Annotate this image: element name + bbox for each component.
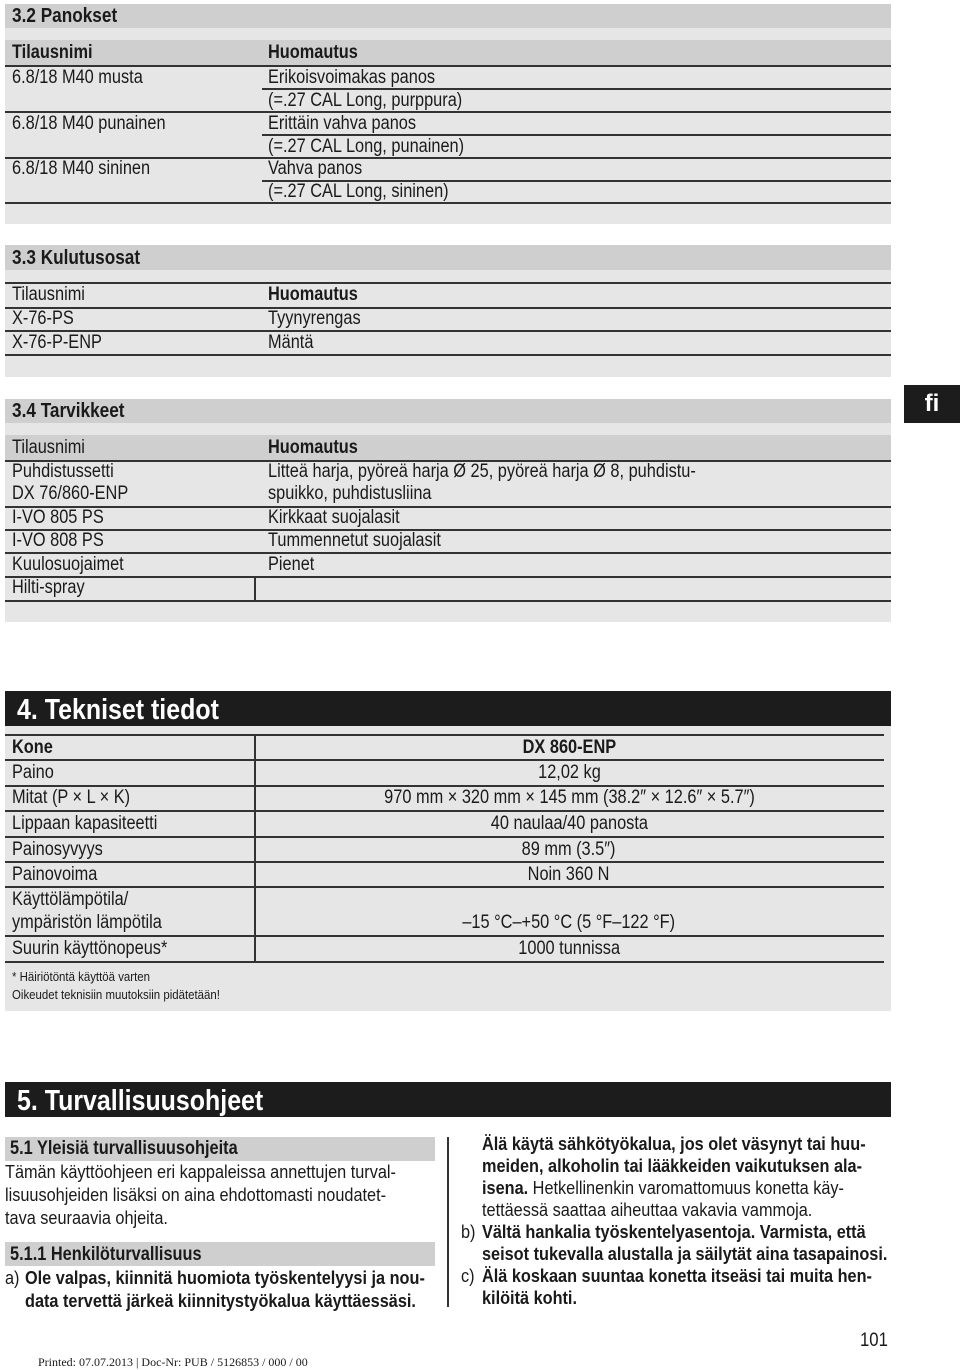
s34-row-name: Puhdistussetti — [12, 461, 114, 482]
s5-right-line: tettäessä saattaa aiheuttaa vakavia vammoja. — [482, 1199, 813, 1220]
spec-value-text: 40 naulaa/40 panosta — [490, 813, 648, 834]
s5-b-line: Vältä hankalia työskentelyasentoja. Varmista, että — [482, 1221, 866, 1242]
s4-rule — [5, 836, 884, 838]
spec-label: Painosyvyys — [12, 839, 103, 860]
s34-row-name: Hilti-spray — [12, 577, 85, 598]
s5-b-marker: b) — [461, 1221, 476, 1242]
s5-right-line — [482, 1177, 844, 1199]
s32-row-note: (=.27 CAL Long, purppura) — [268, 90, 463, 111]
s34-row-note: spuikko, puhdistusliina — [268, 483, 432, 504]
s32-row-name: 6.8/18 M40 punainen — [12, 113, 166, 134]
s34-rule — [5, 576, 891, 578]
s33-rule — [5, 330, 891, 332]
s4-rule — [5, 810, 884, 812]
s34-col-huomautus: Huomautus — [268, 437, 358, 458]
s34-row-name: Kuulosuojaimet — [12, 554, 124, 575]
spec-value — [254, 864, 884, 886]
spec-value — [254, 938, 884, 960]
spec-value — [254, 912, 884, 934]
spec-label: Paino — [12, 762, 54, 783]
spec-value — [254, 839, 884, 861]
s34-row-name: I-VO 805 PS — [12, 507, 104, 528]
section-3-4-panel — [5, 399, 891, 622]
s32-row-note: Erittäin vahva panos — [268, 113, 417, 134]
s5-sub1-title: 5.1 Yleisiä turvallisuusohjeita — [10, 1138, 238, 1159]
section-3-2-title: 3.2 Panokset — [12, 5, 118, 27]
section-5-title: 5. Turvallisuusohjeet — [17, 1085, 264, 1117]
s4-col-divider — [254, 734, 256, 961]
s5-intro-line: lisuusohjeiden lisäksi on aina ehdottomasti noudatet- — [5, 1184, 387, 1205]
spec-value — [254, 762, 884, 784]
s33-row-name: X-76-P-ENP — [12, 332, 102, 353]
spec-label: Suurin käyttönopeus* — [12, 938, 168, 959]
spec-value — [254, 813, 884, 835]
s5-right-rest: Hetkellinenkin varomattomuus konetta käy- — [528, 1177, 844, 1198]
spec-value-text: Noin 360 N — [528, 864, 610, 885]
s4-rule — [5, 935, 884, 937]
spec-head-label: Kone — [12, 737, 53, 758]
spec-value-text: 89 mm (3.5″) — [522, 839, 616, 860]
s34-rule — [5, 600, 891, 602]
spec-label: Painovoima — [12, 864, 98, 885]
s32-col-huomautus: Huomautus — [268, 42, 358, 63]
s5-c-line: kilöitä kohti. — [482, 1287, 577, 1308]
section-4-header — [5, 691, 891, 726]
s5-right-bold: isena. — [482, 1177, 529, 1198]
s5-a-line: Ole valpas, kiinnitä huomiota työskentelyysi ja nou- — [25, 1267, 425, 1288]
s34-rule — [5, 552, 891, 554]
s33-rule — [5, 354, 891, 356]
s32-col-tilausnimi: Tilausnimi — [12, 42, 93, 63]
s5-sub2-title: 5.1.1 Henkilöturvallisuus — [10, 1244, 202, 1265]
s5-c-marker: c) — [461, 1265, 475, 1286]
spec-label: ympäristön lämpötila — [12, 912, 162, 933]
s34-row-note: Litteä harja, pyöreä harja Ø 25, pyöreä harja Ø 8, puhdistu- — [268, 461, 696, 482]
spec-footnote: Oikeudet teknisiin muutoksiin pidätetään! — [12, 987, 220, 1002]
spec-footnote: * Häiriötöntä käyttöä varten — [12, 969, 150, 984]
language-tab-fi: fi — [904, 385, 960, 423]
section-3-4-title-bar — [5, 399, 891, 423]
s5-a-line: data tervettä järkeä kiinnitystyökalua käyttäessäsi. — [25, 1290, 416, 1311]
s5-right-line: Älä käytä sähkötyökalua, jos olet väsynyt tai huu- — [482, 1133, 866, 1154]
section-3-3-title: 3.3 Kulutusosat — [12, 247, 141, 269]
s34-header-bar — [5, 435, 891, 460]
s34-row-note: Pienet — [268, 554, 315, 575]
s5-a-marker: a) — [5, 1267, 20, 1288]
s33-col-huomautus: Huomautus — [268, 284, 358, 305]
s33-row-note: Tyynyrengas — [268, 308, 361, 329]
s34-rule — [5, 506, 891, 508]
s4-rule — [5, 961, 884, 963]
s32-row-note: (=.27 CAL Long, punainen) — [268, 136, 465, 157]
spec-label: Käyttölämpötila/ — [12, 889, 129, 910]
section-5-header — [5, 1082, 891, 1117]
printed-footer: Printed: 07.07.2013 | Doc-Nr: PUB / 5126853 / 000 / 00 — [38, 1355, 308, 1369]
s34-row-note: Kirkkaat suojalasit — [268, 507, 400, 528]
section-3-2-title-bar — [5, 4, 891, 28]
s32-header-bar — [5, 40, 891, 65]
s34-col-divider — [254, 576, 256, 600]
s4-rule — [5, 886, 884, 888]
s33-rule — [5, 307, 891, 309]
s32-row-note: (=.27 CAL Long, sininen) — [268, 181, 449, 202]
s32-row-note: Vahva panos — [268, 158, 363, 179]
s5-c-line: Älä koskaan suuntaa konetta itseäsi tai muita hen- — [482, 1265, 872, 1286]
s33-row-name: X-76-PS — [12, 308, 74, 329]
s34-row-note: Tummennetut suojalasit — [268, 530, 441, 551]
spec-value-text: 1000 tunnissa — [518, 938, 620, 959]
spec-value-text: 970 mm × 320 mm × 145 mm (38.2″ × 12.6″ × 5.7″) — [383, 787, 755, 808]
spec-value-text: –15 °C–+50 °C (5 °F–122 °F) — [462, 912, 676, 933]
s32-rule — [5, 202, 891, 204]
s34-row-name: DX 76/860-ENP — [12, 483, 129, 504]
s5-column-divider — [447, 1137, 449, 1307]
spec-head-value-text: DX 860-ENP — [522, 737, 616, 758]
spec-head-value — [254, 737, 884, 759]
spec-value — [254, 787, 884, 809]
s34-col-tilausnimi: Tilausnimi — [12, 437, 85, 458]
s34-row-name: I-VO 808 PS — [12, 530, 104, 551]
s5-intro-line: Tämän käyttöohjeen eri kappaleissa annettujen turval- — [5, 1161, 396, 1182]
s33-col-tilausnimi: Tilausnimi — [12, 284, 85, 305]
s4-rule — [5, 734, 884, 736]
s32-row-note: Erikoisvoimakas panos — [268, 67, 436, 88]
s5-right-line: meiden, alkoholin tai lääkkeiden vaikutuksen ala- — [482, 1155, 863, 1176]
page-number: 101 — [860, 1330, 888, 1351]
s4-rule — [5, 759, 884, 761]
spec-label: Lippaan kapasiteetti — [12, 813, 158, 834]
s33-rule — [5, 282, 891, 284]
spec-label: Mitat (P × L × K) — [12, 787, 131, 808]
spec-value-text: 12,02 kg — [537, 762, 601, 783]
s4-rule — [5, 861, 884, 863]
section-3-4-title: 3.4 Tarvikkeet — [12, 400, 125, 422]
section-4-title: 4. Tekniset tiedot — [17, 694, 219, 726]
s32-row-name: 6.8/18 M40 sininen — [12, 158, 151, 179]
s33-row-note: Mäntä — [268, 332, 314, 353]
s5-intro-line: tava seuraavia ohjeita. — [5, 1207, 168, 1228]
s5-b-line: seisot tukevalla alustalla ja säilytät aina tasapainosi. — [482, 1243, 888, 1264]
s34-rule — [5, 529, 891, 531]
s32-row-name: 6.8/18 M40 musta — [12, 67, 143, 88]
